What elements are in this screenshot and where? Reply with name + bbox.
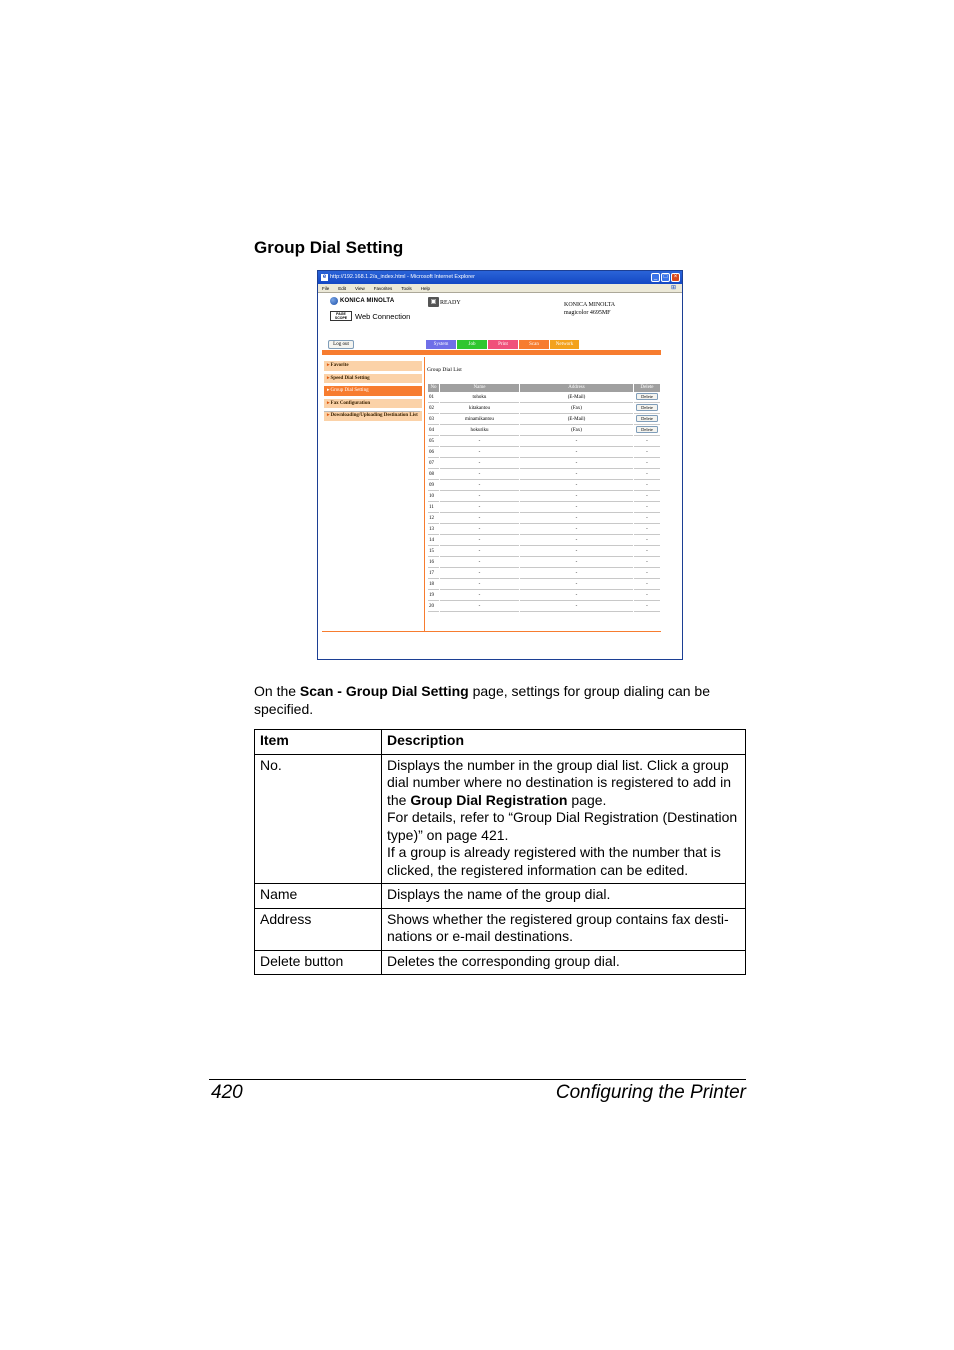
section-title: Group Dial Setting bbox=[254, 238, 404, 257]
cell-address: - bbox=[520, 448, 633, 458]
cell-address: - bbox=[520, 569, 633, 579]
cell-delete: - bbox=[634, 481, 660, 491]
minimize-icon[interactable]: _ bbox=[651, 273, 660, 282]
menu-edit[interactable]: Edit bbox=[338, 286, 347, 291]
menu-view[interactable]: View bbox=[355, 286, 365, 291]
description-cell: Displays the number in the group dial list. Click a group dial number where no destination is registered to add in the Group Dial Registration page. For details, refer to “Group Dial Registration (Destination type)” on page 421. If a group is already registered with the number that is clicked, the registered information can be edited. bbox=[382, 754, 746, 884]
footer-rule bbox=[209, 1079, 746, 1080]
sidebar-item-group-dial-setting[interactable] bbox=[324, 386, 422, 396]
header-description: Description bbox=[382, 730, 746, 755]
table-row bbox=[428, 393, 660, 403]
item-cell: No. bbox=[255, 754, 382, 884]
header-bar bbox=[322, 350, 661, 355]
cell-name: - bbox=[440, 569, 519, 579]
globe-icon bbox=[330, 297, 338, 305]
cell-name: - bbox=[440, 459, 519, 469]
col-address: Address bbox=[520, 384, 633, 392]
table-row bbox=[428, 525, 660, 535]
cell-address: (Fax) bbox=[520, 426, 633, 436]
list-title: Group Dial List bbox=[427, 367, 462, 373]
group-number-link[interactable]: 12 bbox=[428, 514, 439, 524]
group-number-link[interactable]: 19 bbox=[428, 591, 439, 601]
sidebar-item-label: Favorite bbox=[330, 363, 349, 368]
pagescope-badge: PAGE SCOPE bbox=[330, 311, 352, 321]
arrow-icon: ▸ bbox=[327, 388, 330, 393]
tab-scan[interactable]: Scan bbox=[519, 340, 549, 349]
group-dial-table bbox=[427, 383, 661, 613]
table-row bbox=[428, 536, 660, 546]
group-number-link[interactable]: 01 bbox=[428, 393, 439, 403]
table-row bbox=[428, 481, 660, 491]
cell-delete: - bbox=[634, 536, 660, 546]
cell-name: - bbox=[440, 525, 519, 535]
group-number-link[interactable]: 07 bbox=[428, 459, 439, 469]
table-row bbox=[428, 415, 660, 425]
group-number-link[interactable]: 08 bbox=[428, 470, 439, 480]
ie-icon: e bbox=[322, 274, 327, 280]
printer-status: READY bbox=[440, 300, 461, 306]
cell-address: (Fax) bbox=[520, 404, 633, 414]
sidebar-item-label: Downloading/Uploading Destination List bbox=[330, 413, 418, 418]
cell-name: - bbox=[440, 580, 519, 590]
cell-delete: - bbox=[634, 569, 660, 579]
cell-delete: - bbox=[634, 437, 660, 447]
cell-name: - bbox=[440, 448, 519, 458]
cell-delete bbox=[634, 426, 660, 436]
cell-address: - bbox=[520, 558, 633, 568]
sidebar bbox=[324, 361, 422, 424]
cell-delete: - bbox=[634, 547, 660, 557]
cell-delete: - bbox=[634, 459, 660, 469]
maximize-icon[interactable]: □ bbox=[661, 273, 670, 282]
table-row bbox=[428, 514, 660, 524]
table-row bbox=[428, 503, 660, 513]
cell-delete: - bbox=[634, 558, 660, 568]
cell-name: - bbox=[440, 591, 519, 601]
cell-name: - bbox=[440, 514, 519, 524]
header-item: Item bbox=[255, 730, 382, 755]
menu-tools[interactable]: Tools bbox=[401, 286, 412, 291]
cell-delete: - bbox=[634, 525, 660, 535]
table-row bbox=[428, 437, 660, 447]
table-row bbox=[428, 448, 660, 458]
cell-address: - bbox=[520, 591, 633, 601]
group-number-link[interactable]: 11 bbox=[428, 503, 439, 513]
browser-menubar bbox=[318, 284, 682, 293]
col-name: Name bbox=[440, 384, 519, 392]
sidebar-divider bbox=[324, 411, 420, 412]
group-number-link[interactable]: 18 bbox=[428, 580, 439, 590]
col-no: No bbox=[428, 384, 439, 392]
tab-job[interactable]: Job bbox=[457, 340, 487, 349]
cell-address: - bbox=[520, 503, 633, 513]
sidebar-item-label: Group Dial Setting bbox=[330, 388, 369, 393]
delete-button[interactable]: Delete bbox=[636, 393, 658, 400]
cell-name: - bbox=[440, 481, 519, 491]
group-number-link[interactable]: 04 bbox=[428, 426, 439, 436]
cell-address: - bbox=[520, 459, 633, 469]
cell-address: - bbox=[520, 602, 633, 612]
delete-button[interactable]: Delete bbox=[636, 404, 658, 411]
cell-delete bbox=[634, 393, 660, 403]
table-row bbox=[428, 426, 660, 436]
menu-favorites[interactable]: Favorites bbox=[373, 286, 393, 291]
cell-address: - bbox=[520, 470, 633, 480]
intro-bold: Scan - Group Dial Setting bbox=[299, 683, 469, 699]
cell-address: (E-Mail) bbox=[520, 393, 633, 403]
tab-print[interactable]: Print bbox=[488, 340, 518, 349]
group-number-link[interactable]: 13 bbox=[428, 525, 439, 535]
table-row bbox=[428, 558, 660, 568]
cell-address: - bbox=[520, 536, 633, 546]
group-number-link[interactable]: 03 bbox=[428, 415, 439, 425]
nav-tabs bbox=[426, 340, 579, 349]
description-table bbox=[254, 729, 746, 975]
sidebar-item-downloading-uploading-destination-list[interactable] bbox=[324, 411, 422, 421]
tab-network[interactable]: Network bbox=[550, 340, 579, 349]
cell-address: - bbox=[520, 492, 633, 502]
table-row bbox=[255, 884, 746, 909]
cell-name: - bbox=[440, 437, 519, 447]
cell-address: - bbox=[520, 580, 633, 590]
menu-help[interactable]: Help bbox=[420, 286, 431, 291]
cell-delete: - bbox=[634, 470, 660, 480]
cell-name: tohoku bbox=[440, 393, 519, 403]
item-cell: Name bbox=[255, 884, 382, 909]
arrow-icon: ▸ bbox=[327, 400, 330, 406]
arrow-icon: ▸ bbox=[327, 363, 330, 368]
cell-delete: - bbox=[634, 448, 660, 458]
table-row bbox=[428, 547, 660, 557]
cell-name: minamikantou bbox=[440, 415, 519, 425]
cell-name: - bbox=[440, 470, 519, 480]
group-number-link[interactable]: 17 bbox=[428, 569, 439, 579]
sidebar-item-label: Fax Configuration bbox=[330, 400, 371, 406]
menu-file[interactable]: File bbox=[322, 286, 330, 291]
browser-titlebar bbox=[318, 271, 682, 284]
description-cell: Deletes the corresponding group dial. bbox=[382, 950, 746, 975]
delete-button[interactable]: Delete bbox=[636, 426, 658, 433]
group-number-link[interactable]: 15 bbox=[428, 547, 439, 557]
page-number: 420 bbox=[211, 1082, 243, 1103]
table-row bbox=[255, 950, 746, 975]
cell-delete: - bbox=[634, 503, 660, 513]
sidebar-item-fax-configuration[interactable] bbox=[324, 399, 422, 409]
cell-name: - bbox=[440, 536, 519, 546]
cell-delete: - bbox=[634, 492, 660, 502]
tab-system[interactable]: System bbox=[426, 340, 456, 349]
cell-name: - bbox=[440, 503, 519, 513]
web-page bbox=[320, 293, 680, 659]
cell-delete: - bbox=[634, 514, 660, 524]
sidebar-item-label: Speed Dial Setting bbox=[330, 375, 370, 381]
cell-name: - bbox=[440, 558, 519, 568]
logout-button[interactable]: Log out bbox=[328, 340, 354, 349]
group-number-link[interactable]: 06 bbox=[428, 448, 439, 458]
sidebar-item-speed-dial-setting[interactable] bbox=[324, 374, 422, 384]
close-icon[interactable]: × bbox=[671, 273, 680, 282]
description-cell: Shows whether the registered group contains fax desti-nations or e-mail destinations. bbox=[382, 908, 746, 950]
col-delete: Delete bbox=[634, 384, 660, 392]
cell-address: - bbox=[520, 514, 633, 524]
table-row bbox=[428, 569, 660, 579]
sidebar-item-favorite[interactable] bbox=[324, 361, 422, 371]
cell-name: kitakantou bbox=[440, 404, 519, 414]
item-cell: Address bbox=[255, 908, 382, 950]
table-row bbox=[428, 404, 660, 414]
table-row bbox=[255, 754, 746, 884]
cell-address: - bbox=[520, 547, 633, 557]
arrow-icon: ▸ bbox=[327, 375, 330, 381]
cell-address: (E-Mail) bbox=[520, 415, 633, 425]
cell-address: - bbox=[520, 481, 633, 491]
cell-address: - bbox=[520, 437, 633, 447]
group-number-link[interactable]: 14 bbox=[428, 536, 439, 546]
cell-name: - bbox=[440, 492, 519, 502]
windows-flag-icon: ⊞ bbox=[671, 285, 677, 291]
cell-delete bbox=[634, 415, 660, 425]
intro-paragraph: On the Scan - Group Dial Setting page, settings for group dialing can be specified. bbox=[254, 683, 710, 717]
table-row bbox=[428, 580, 660, 590]
cell-delete: - bbox=[634, 602, 660, 612]
delete-button[interactable]: Delete bbox=[636, 415, 658, 422]
table-row bbox=[428, 602, 660, 612]
arrow-icon: ▸ bbox=[327, 413, 330, 418]
cell-address: - bbox=[520, 525, 633, 535]
group-number-link[interactable]: 16 bbox=[428, 558, 439, 568]
table-row bbox=[428, 591, 660, 601]
description-cell: Displays the name of the group dial. bbox=[382, 884, 746, 909]
content-divider bbox=[424, 357, 425, 631]
table-row bbox=[255, 908, 746, 950]
model-info: KONICA MINOLTA magicolor 4695MF bbox=[564, 302, 616, 316]
group-number-link[interactable]: 20 bbox=[428, 602, 439, 612]
group-number-link[interactable]: 02 bbox=[428, 404, 439, 414]
table-row bbox=[428, 470, 660, 480]
item-cell: Delete button bbox=[255, 950, 382, 975]
table-row bbox=[428, 492, 660, 502]
cell-delete: - bbox=[634, 591, 660, 601]
web-connection-logo: PAGE SCOPE Web Connection bbox=[330, 311, 410, 321]
footer-bar bbox=[322, 631, 661, 632]
cell-delete bbox=[634, 404, 660, 414]
cell-name: hokuriku bbox=[440, 426, 519, 436]
group-number-link[interactable]: 09 bbox=[428, 481, 439, 491]
group-number-link[interactable]: 10 bbox=[428, 492, 439, 502]
browser-title: http://192.168.1.2/a_index.html - Microsoft Internet Explorer bbox=[330, 274, 475, 280]
browser-window bbox=[317, 270, 683, 660]
cell-delete: - bbox=[634, 580, 660, 590]
group-number-link[interactable]: 05 bbox=[428, 437, 439, 447]
cell-name: - bbox=[440, 602, 519, 612]
cell-name: - bbox=[440, 547, 519, 557]
printer-icon: ▣ bbox=[428, 297, 439, 307]
chapter-title: Configuring the Printer bbox=[555, 1082, 746, 1103]
table-row bbox=[428, 459, 660, 469]
konica-minolta-logo: KONICA MINOLTA bbox=[330, 297, 394, 305]
